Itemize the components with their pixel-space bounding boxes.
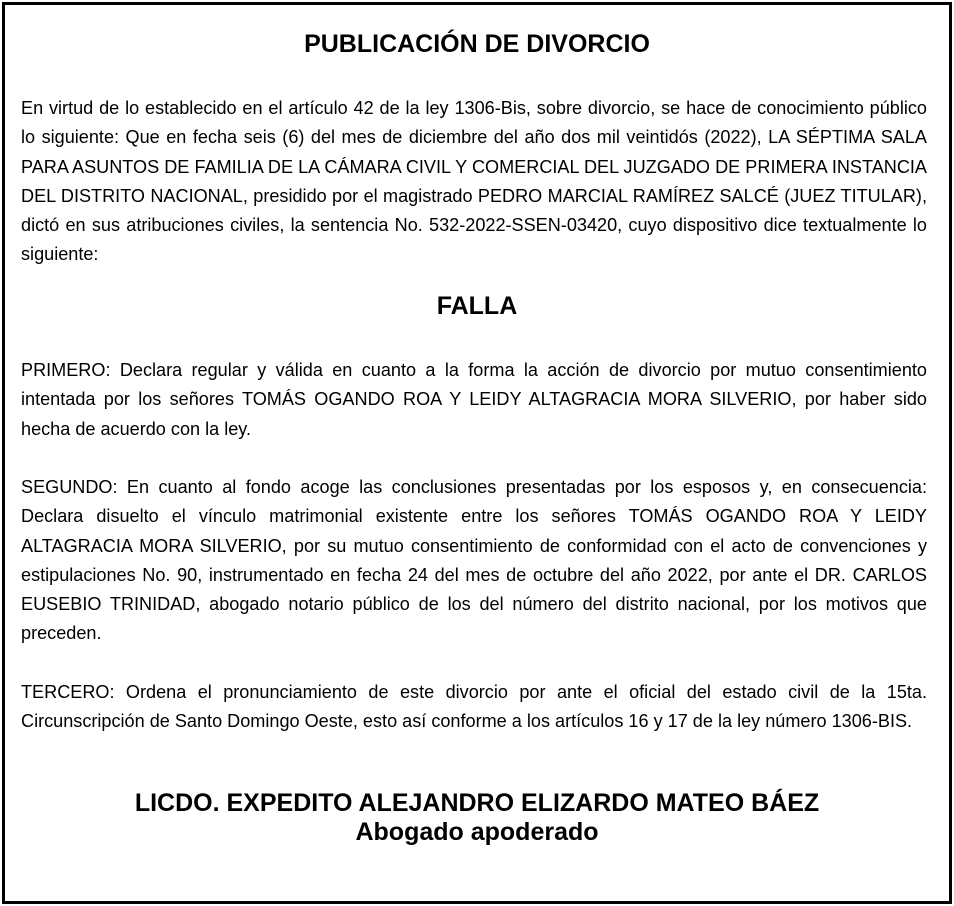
intro-paragraph: En virtud de lo establecido en el artículo 42 de la ley 1306-Bis, sobre divorcio, se hace de conocimiento público lo siguiente: Que en fecha seis (6) del mes de diciembre del año dos mil veintidós (2022), LA SÉPTIMA SALA PARA ASUNTOS DE FAMILIA DE LA CÁMARA CIVIL Y COMERCIAL DEL JUZGADO DE PRIMERA INSTANCIA DEL DISTRITO NACIONAL, presidido por el magistrado PEDRO MARCIAL RAMÍREZ SALCÉ (JUEZ TITULAR), dictó en sus atribuciones civiles, la sentencia No. 532-2022-SSEN-03420, cuyo dispositivo dice textualmente lo siguiente: — [21, 98, 927, 265]
signature-block — [5, 789, 949, 847]
signature-name: LICDO. EXPEDITO ALEJANDRO ELIZARDO MATEO BÁEZ — [134, 789, 820, 817]
signature-role: Abogado apoderado — [355, 818, 599, 846]
primero-paragraph: PRIMERO: Declara regular y válida en cuanto a la forma la acción de divorcio por mutuo consentimiento intentada por los señores TOMÁS OGANDO ROA Y LEIDY ALTAGRACIA MORA SILVERIO, por haber sido hecha de acuerdo con la ley. — [21, 360, 927, 439]
tercero-paragraph: TERCERO: Ordena el pronunciamiento de este divorcio por ante el oficial del estado civil de la 15ta. Circunscripción de Santo Domingo Oeste, esto así conforme a los artículos 16 y 17 de la ley número 1306-BIS. — [21, 682, 927, 732]
notice-title: PUBLICACIÓN DE DIVORCIO — [304, 30, 650, 58]
falla-heading: FALLA — [436, 292, 518, 320]
segundo-paragraph: SEGUNDO: En cuanto al fondo acoge las conclusiones presentadas por los esposos y, en consecuencia: Declara disuelto el vínculo matrimonial existente entre los señores TOMÁS OGANDO ROA Y LEIDY ALTAGRACIA MORA SILVERIO, por su mutuo consentimiento de conformidad con el acto de convenciones y estipulaciones No. 90, instrumentado en fecha 24 del mes de octubre del año 2022, por ante el DR. CARLOS EUSEBIO TRINIDAD, abogado notario público de los del número del distrito nacional, por los motivos que preceden. — [21, 477, 927, 644]
notice-frame — [2, 2, 952, 904]
